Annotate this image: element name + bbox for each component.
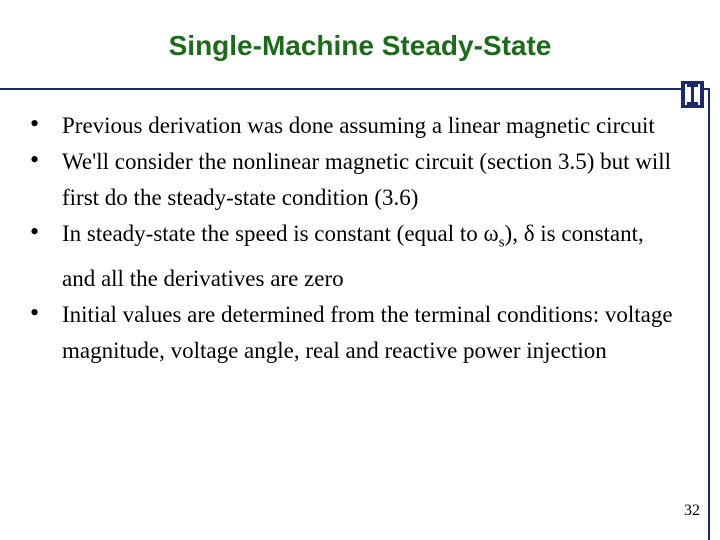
bullet-dot: • <box>30 109 40 138</box>
bullet-dot: • <box>30 297 40 327</box>
logo-background <box>685 84 700 105</box>
title-band <box>0 0 720 88</box>
bullet-text-pre: In steady-state the speed is constant (equal to <box>62 221 484 246</box>
bullet-item <box>30 216 680 297</box>
bullet-list <box>30 108 680 369</box>
bullet-dot: • <box>30 217 40 246</box>
bullet-text: Previous derivation was done assuming a linear magnetic circuit <box>62 113 655 138</box>
slide-title: Single-Machine Steady-State <box>168 30 552 61</box>
bullet-text: We'll consider the nonlinear magnetic circuit (section 3.5) but will first do the steady-state condition (3.6) <box>62 149 672 210</box>
university-block-i-icon <box>681 81 704 108</box>
bullet-dot: • <box>30 145 40 174</box>
page-number: 32 <box>684 502 700 519</box>
bullet-item <box>30 297 680 369</box>
bullet-item <box>30 108 680 144</box>
omega-symbol: ω <box>483 221 499 246</box>
title-rule <box>0 88 708 90</box>
bullet-item <box>30 144 680 216</box>
logo-bottom-serif <box>687 102 698 105</box>
bullet-text-post: ), δ is constant, and all the derivatives are zero <box>62 221 644 291</box>
omega-subscript: s <box>498 234 505 251</box>
right-border <box>708 88 710 540</box>
bullet-text: Initial values are determined from the terminal conditions: voltage magnitude, voltage angle, real and reactive power injection <box>62 301 673 363</box>
